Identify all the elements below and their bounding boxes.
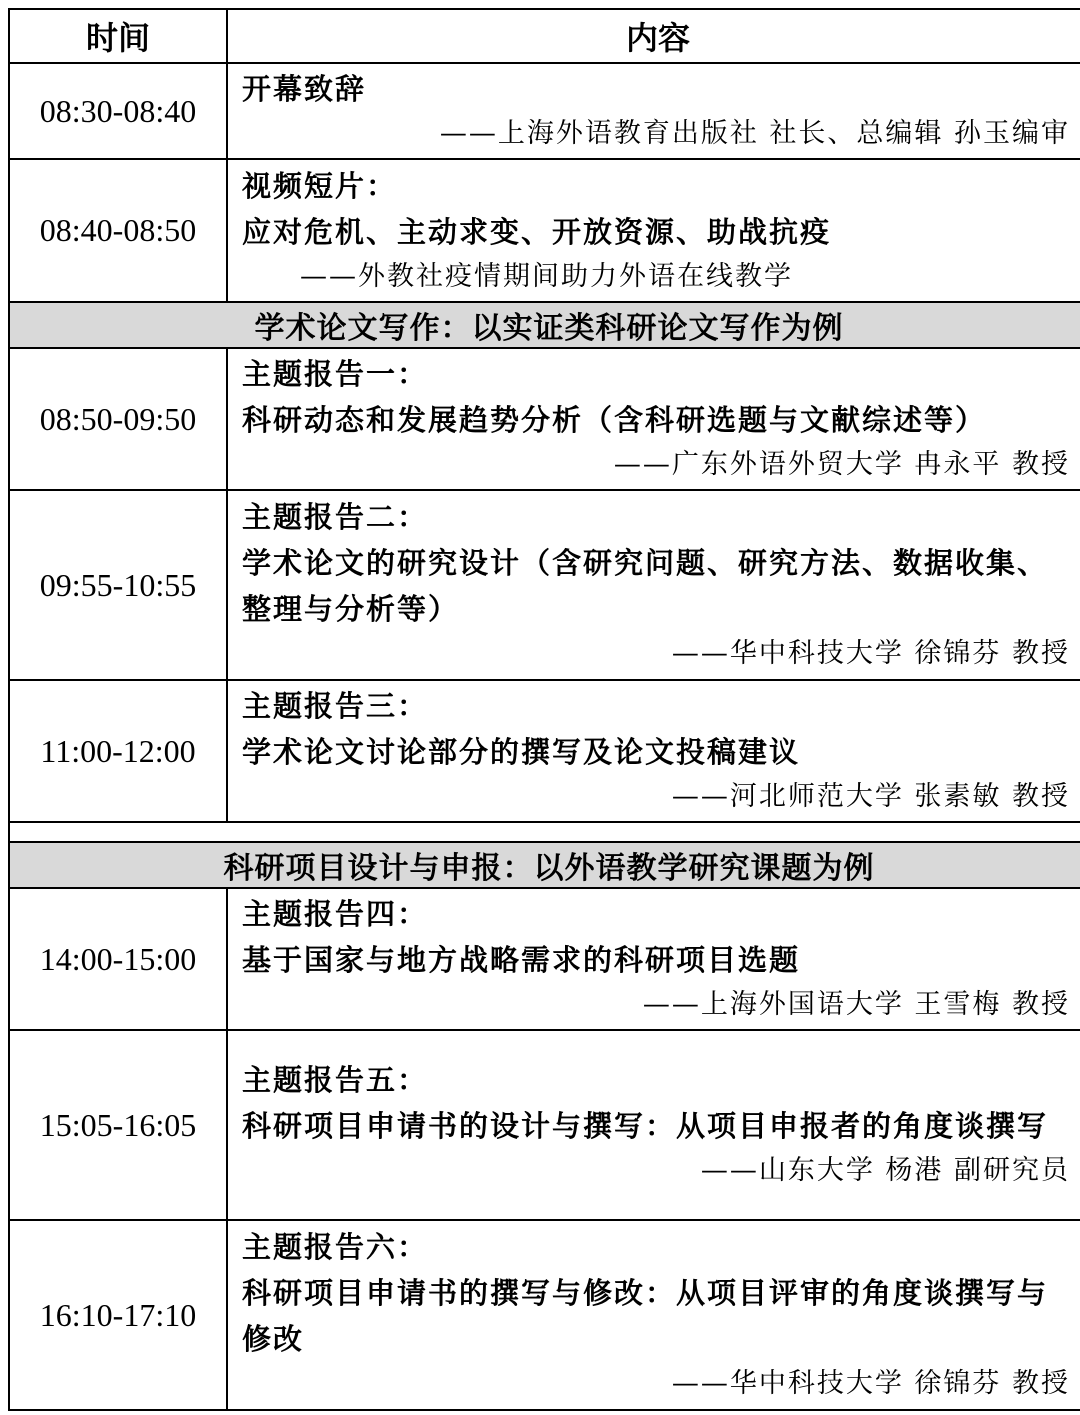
report-label: 主题报告五：	[242, 1063, 429, 1097]
content-cell	[227, 1220, 1080, 1410]
speaker-line: ——山东大学 杨港 副研究员	[700, 1155, 1070, 1186]
content-cell	[227, 348, 1080, 490]
report-topic: 科研动态和发展趋势分析（含科研选题与文献综述等）	[242, 403, 987, 437]
content-cell	[227, 159, 1080, 302]
table-row	[9, 1220, 1080, 1410]
report-topic: 学术论文讨论部分的撰写及论文投稿建议	[242, 735, 801, 769]
speaker-line: ——外教社疫情期间助力外语在线教学	[300, 260, 793, 292]
report-topic: 科研项目申请书的撰写与修改：从项目评审的角度谈撰写与修改	[242, 1276, 1049, 1356]
section-header-row	[9, 302, 1080, 348]
time-cell: 08:50-09:50	[9, 348, 227, 490]
time-cell: 09:55-10:55	[9, 490, 227, 680]
content-cell	[227, 63, 1080, 159]
time-cell: 16:10-17:10	[9, 1220, 227, 1410]
content-cell	[227, 1030, 1080, 1220]
table-row	[9, 888, 1080, 1030]
content-cell	[227, 888, 1080, 1030]
spacer-cell	[9, 822, 1080, 842]
speaker-line: ——华中科技大学 徐锦芬 教授	[671, 1368, 1070, 1399]
section-title: 学术论文写作：以实证类科研论文写作为例	[9, 302, 1080, 348]
table-row	[9, 159, 1080, 302]
report-topic: 学术论文的研究设计（含研究问题、研究方法、数据收集、整理与分析等）	[242, 546, 1049, 626]
time-cell: 11:00-12:00	[9, 680, 227, 822]
section-title: 科研项目设计与申报：以外语教学研究课题为例	[9, 842, 1080, 888]
report-label: 主题报告二：	[242, 500, 429, 534]
report-label: 主题报告六：	[242, 1230, 429, 1264]
item-topic: 应对危机、主动求变、开放资源、助战抗疫	[242, 214, 832, 249]
report-label: 主题报告三：	[242, 689, 429, 723]
table-row	[9, 490, 1080, 680]
time-cell: 08:30-08:40	[9, 63, 227, 159]
schedule-table	[8, 8, 1080, 1411]
report-label: 主题报告一：	[242, 357, 429, 391]
table-row	[9, 63, 1080, 159]
header-time: 时间	[9, 9, 227, 63]
content-cell	[227, 490, 1080, 680]
table-row	[9, 680, 1080, 822]
speaker-line: ——广东外语外贸大学 冉永平 教授	[613, 449, 1070, 480]
table-row	[9, 1030, 1080, 1220]
speaker-line: ——河北师范大学 张素敏 教授	[671, 781, 1070, 812]
time-cell: 08:40-08:50	[9, 159, 227, 302]
section-header-row	[9, 842, 1080, 888]
report-label: 主题报告四：	[242, 897, 429, 931]
table-header-row	[9, 9, 1080, 63]
table-row	[9, 348, 1080, 490]
header-content: 内容	[227, 9, 1080, 63]
time-cell: 15:05-16:05	[9, 1030, 227, 1220]
spacer-row	[9, 822, 1080, 842]
report-topic: 科研项目申请书的设计与撰写：从项目申报者的角度谈撰写	[242, 1109, 1049, 1143]
time-cell: 14:00-15:00	[9, 888, 227, 1030]
content-cell	[227, 680, 1080, 822]
speaker-line: ——上海外国语大学 王雪梅 教授	[642, 989, 1070, 1020]
speaker-line: ——华中科技大学 徐锦芬 教授	[671, 638, 1070, 669]
report-topic: 基于国家与地方战略需求的科研项目选题	[242, 943, 801, 977]
item-title: 开幕致辞	[242, 72, 367, 106]
speaker-line: ——上海外语教育出版社 社长、总编辑 孙玉编审	[439, 118, 1070, 149]
item-label: 视频短片：	[242, 168, 398, 203]
